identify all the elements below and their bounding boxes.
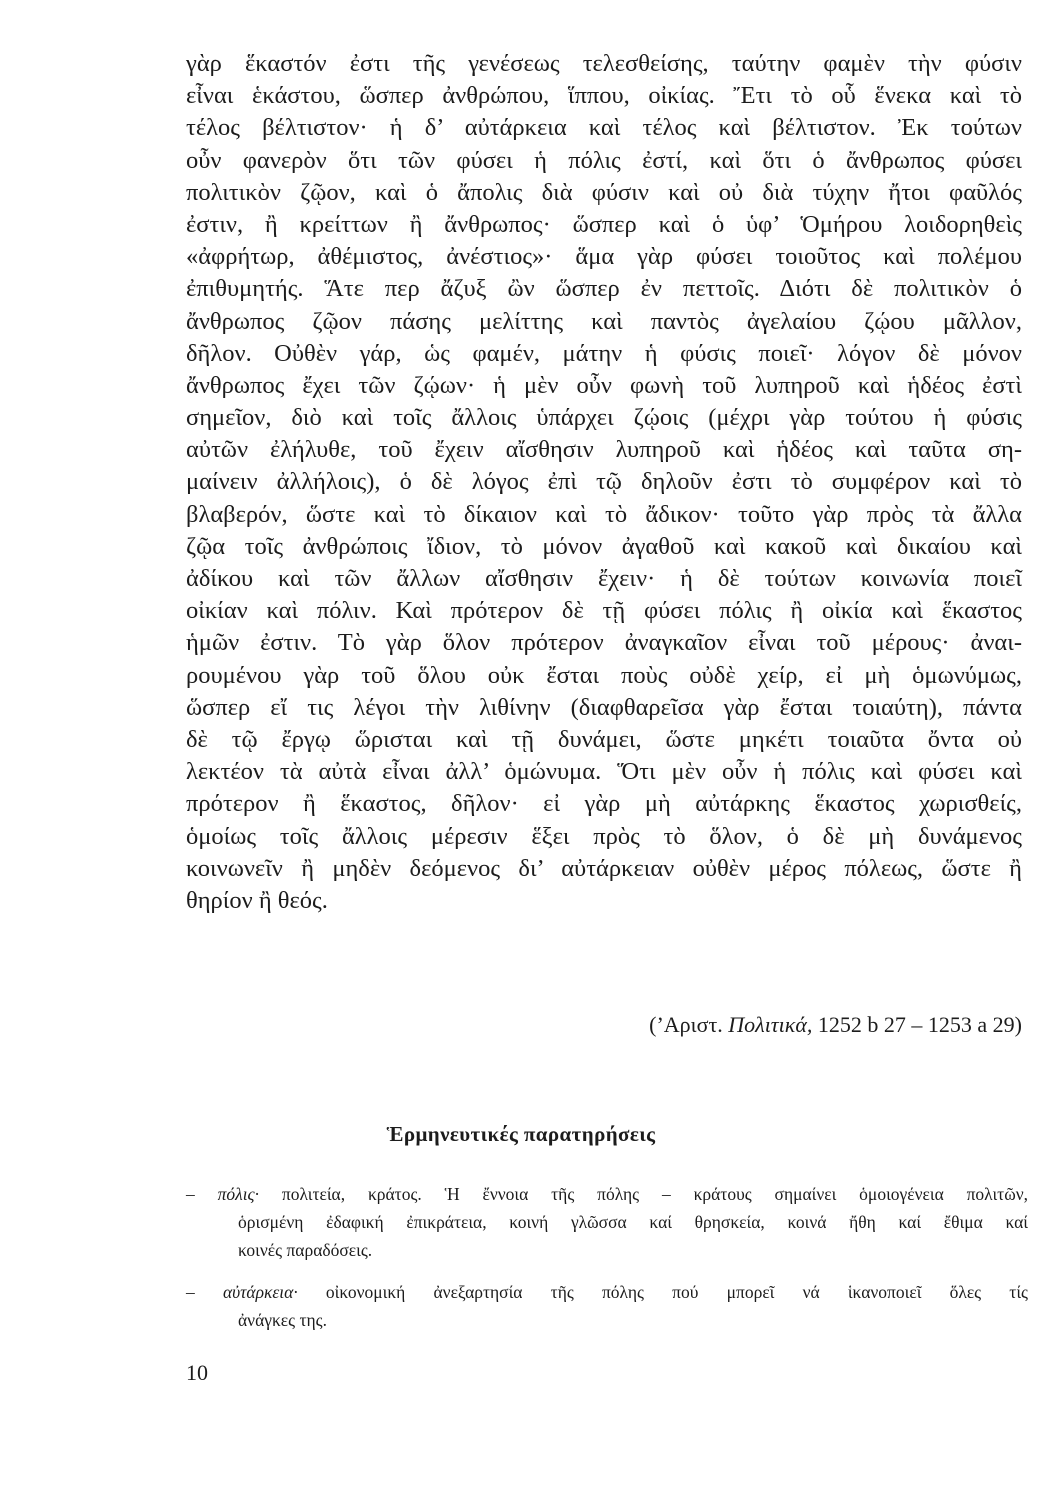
text-line: τέλος βέλτιστον· ἡ δ’ αὐτάρκεια καὶ τέλος καὶ βέλτιστον. Ἐκ τούτων <box>186 114 1022 142</box>
text-line: θηρίον ἢ θεός. <box>186 886 328 914</box>
note-first-line <box>186 1180 1028 1208</box>
text-line: ζῷα τοῖς ἀνθρώποις ἴδιον, τὸ μόνον ἀγαθοῦ καὶ κακοῦ καὶ δικαίου καὶ <box>186 532 1022 560</box>
text-line: ἐστιν, ἢ κρείττων ἢ ἄνθρωπος· ὥσπερ καὶ ὁ ὑφ’ Ὁμήρου λοιδορηθεὶς <box>186 210 1022 238</box>
text-line: μαίνειν ἀλλήλοις), ὁ δὲ λόγος ἐπὶ τῷ δηλοῦν ἐστι τὸ συμφέρον καὶ τὸ <box>186 468 1022 496</box>
text-line: οἰκίαν καὶ πόλιν. Καὶ πρότερον δὲ τῇ φύσει πόλις ἢ οἰκία καὶ ἕκαστος <box>186 597 1022 625</box>
text-line: αὐτῶν ἐλήλυθε, τοῦ ἔχειν αἴσθησιν λυπηροῦ καὶ ἡδέος καὶ ταῦτα ση- <box>186 436 1022 464</box>
note-term: – πόλις· <box>186 1184 260 1204</box>
text-line: δὲ τῷ ἔργῳ ὥρισται καὶ τῇ δυνάμει, ὥστε μηκέτι τοιαῦτα ὄντα οὐ <box>186 725 1022 753</box>
text-line: ὁμοίως τοῖς ἄλλοις μέρεσιν ἕξει πρὸς τὸ ὅλον, ὁ δὲ μὴ δυνάμενος <box>186 822 1022 850</box>
note-text: πολιτεία, κράτος. Ἡ ἔννοια τῆς πόλης – κράτους σημαίνει ὁμοιογένεια πολιτῶν, <box>259 1184 1028 1204</box>
text-line: πολιτικὸν ζῷον, καὶ ὁ ἄπολις διὰ φύσιν καὶ οὐ διὰ τύχην ἤτοι φαῦλός <box>186 178 1022 206</box>
text-line: δῆλον. Οὐθὲν γάρ, ὡς φαμέν, μάτην ἡ φύσις ποιεῖ· λόγον δὲ μόνον <box>186 339 1022 367</box>
text-line: λεκτέον τὰ αὐτὰ εἶναι ἀλλ’ ὁμώνυμα. Ὅτι μὲν οὖν ἡ πόλις καὶ φύσει καὶ <box>186 758 1022 786</box>
note-item <box>186 1278 1028 1334</box>
source-prefix: (’Αριστ. <box>649 1012 729 1037</box>
note-text: οἰκονομική ἀνεξαρτησία τῆς πόλης πού μπορεῖ νά ἱκανοποιεῖ ὅλες τίς <box>297 1282 1028 1302</box>
text-line: εἶναι ἑκάστου, ὥσπερ ἀνθρώπου, ἵππου, οἰκίας. Ἔτι τὸ οὗ ἕνεκα καὶ τὸ <box>186 82 1022 110</box>
note-line: ἀνάγκες της. <box>238 1310 327 1330</box>
source-title: Πολιτικά, <box>728 1012 813 1037</box>
text-line: ὥσπερ εἴ τις λέγοι τὴν λιθίνην (διαφθαρεῖσα γὰρ ἔσται τοιαύτη), πάντα <box>186 693 1022 721</box>
page-number: 10 <box>186 1360 208 1385</box>
note-line: κοινές παραδόσεις. <box>238 1240 373 1260</box>
text-line: κοινωνεῖν ἢ μηδὲν δεόμενος δι’ αὐτάρκειαν οὐθὲν μέρος πόλεως, ὥστε ἢ <box>186 854 1022 882</box>
text-line: ἡμῶν ἐστιν. Τὸ γὰρ ὅλον πρότερον ἀναγκαῖον εἶναι τοῦ μέρους· ἀναι- <box>186 629 1022 657</box>
text-line: ἐπιθυμητής. Ἅτε περ ἄζυξ ὢν ὥσπερ ἐν πεττοῖς. Διότι δὲ πολιτικὸν ὁ <box>186 275 1022 303</box>
text-line: σημεῖον, διὸ καὶ τοῖς ἄλλοις ὑπάρχει ζῴοις (μέχρι γὰρ τούτου ἡ φύσις <box>186 404 1022 432</box>
text-line: ἄνθρωπος ἔχει τῶν ζῴων· ἡ μὲν οὖν φωνὴ τοῦ λυπηροῦ καὶ ἡδέος ἐστὶ <box>186 371 1022 399</box>
text-line: γὰρ ἕκαστόν ἐστι τῆς γενέσεως τελεσθείσης, ταύτην φαμὲν τὴν φύσιν <box>186 50 1022 77</box>
note-term: – αὐτάρκεια· <box>186 1282 298 1302</box>
text-line: «ἀφρήτωρ, ἀθέμιστος, ἀνέστιος»· ἅμα γὰρ φύσει τοιοῦτος καὶ πολέμου <box>186 243 1022 271</box>
note-first-line <box>186 1278 1028 1306</box>
text-line: πρότερον ἢ ἕκαστος, δῆλον· εἰ γὰρ μὴ αὐτάρκης ἕκαστος χωρισθείς, <box>186 790 1022 818</box>
note-item <box>186 1180 1028 1264</box>
main-text <box>186 48 1022 917</box>
notes-heading: Ἑρμηνευτικές παρατηρήσεις <box>386 1122 656 1146</box>
text-line: ρουμένου γὰρ τοῦ ὅλου οὐκ ἔσται ποὺς οὐδὲ χείρ, εἰ μὴ ὁμωνύμως, <box>186 661 1022 689</box>
text-line: ἄνθρωπος ζῷον πάσης μελίττης καὶ παντὸς ἀγελαίου ζῴου μᾶλλον, <box>186 307 1022 335</box>
source-ref: 1252 b 27 – 1253 a 29) <box>812 1012 1022 1037</box>
notes-list <box>186 1180 1028 1348</box>
text-line: οὖν φανερὸν ὅτι τῶν φύσει ἡ πόλις ἐστί, καὶ ὅτι ὁ ἄνθρωπος φύσει <box>186 146 1022 174</box>
text-line: βλαβερόν, ὥστε καὶ τὸ δίκαιον καὶ τὸ ἄδικον· τοῦτο γὰρ πρὸς τὰ ἄλλα <box>186 500 1022 528</box>
text-line: ἀδίκου καὶ τῶν ἄλλων αἴσθησιν ἔχειν· ἡ δὲ τούτων κοινωνία ποιεῖ <box>186 565 1022 592</box>
note-line: ὁρισμένη ἐδαφική ἐπικράτεια, κοινή γλῶσσα καί θρησκεία, κοινά ἤθη καί ἔθιμα καί <box>238 1212 1028 1232</box>
source-citation <box>649 1012 1022 1038</box>
